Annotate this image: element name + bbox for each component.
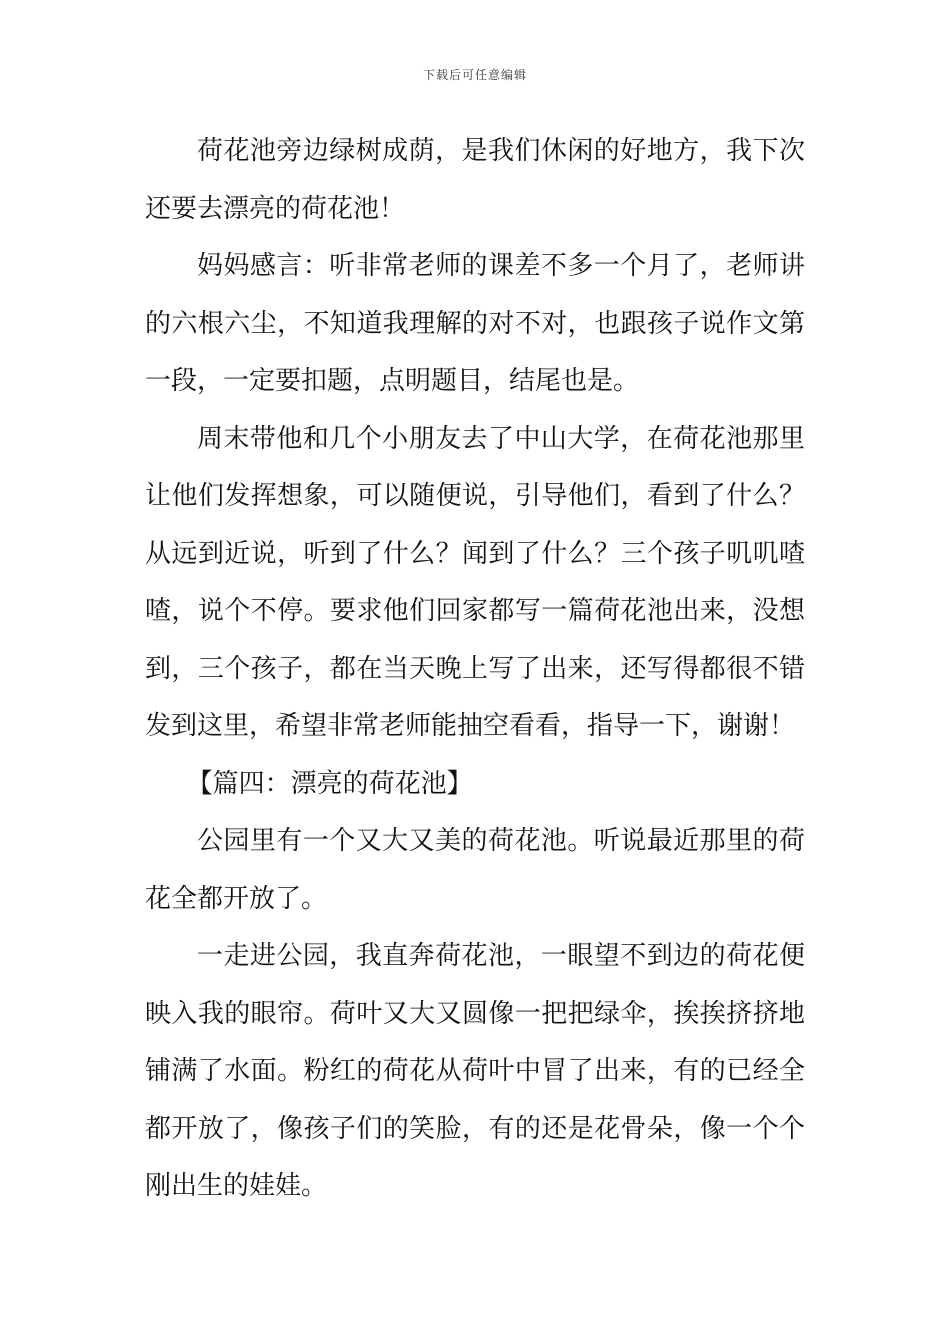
paragraph: 公园里有一个又大又美的荷花池。听说最近那里的荷花全都开放了。	[145, 826, 805, 914]
section-heading: 【篇四：漂亮的荷花池】	[186, 768, 473, 799]
paragraph: 周末带他和几个小朋友去了中山大学，在荷花池那里让他们发挥想象，可以随便说，引导他们，看到了什么？从远到近说，听到了什么？闻到了什么？三个孩子叽叽喳喳，说个不停。要求他们回家都写一篇荷花池出来，没想到，三个孩子，都在当天晚上写了出来，还写得都很不错发到这里，希望非常老师能抽空看看，指导一下，谢谢！	[145, 423, 805, 741]
paragraph: 一走进公园，我直奔荷花池，一眼望不到边的荷花便映入我的眼帘。荷叶又大又圆像一把把绿伞，挨挨挤挤地铺满了水面。粉红的荷花从荷叶中冒了出来，有的已经全都开放了，像孩子们的笑脸，有的还是花骨朵，像一个个刚出生的娃娃。	[145, 941, 805, 1201]
paragraph: 荷花池旁边绿树成荫，是我们休闲的好地方，我下次还要去漂亮的荷花池！	[145, 136, 805, 224]
document-body	[145, 123, 805, 1216]
paragraph: 妈妈感言：听非常老师的课差不多一个月了，老师讲的六根六尘，不知道我理解的对不对，也跟孩子说作文第一段，一定要扣题，点明题目，结尾也是。	[145, 251, 805, 396]
header-note: 下载后可任意编辑	[422, 68, 527, 82]
